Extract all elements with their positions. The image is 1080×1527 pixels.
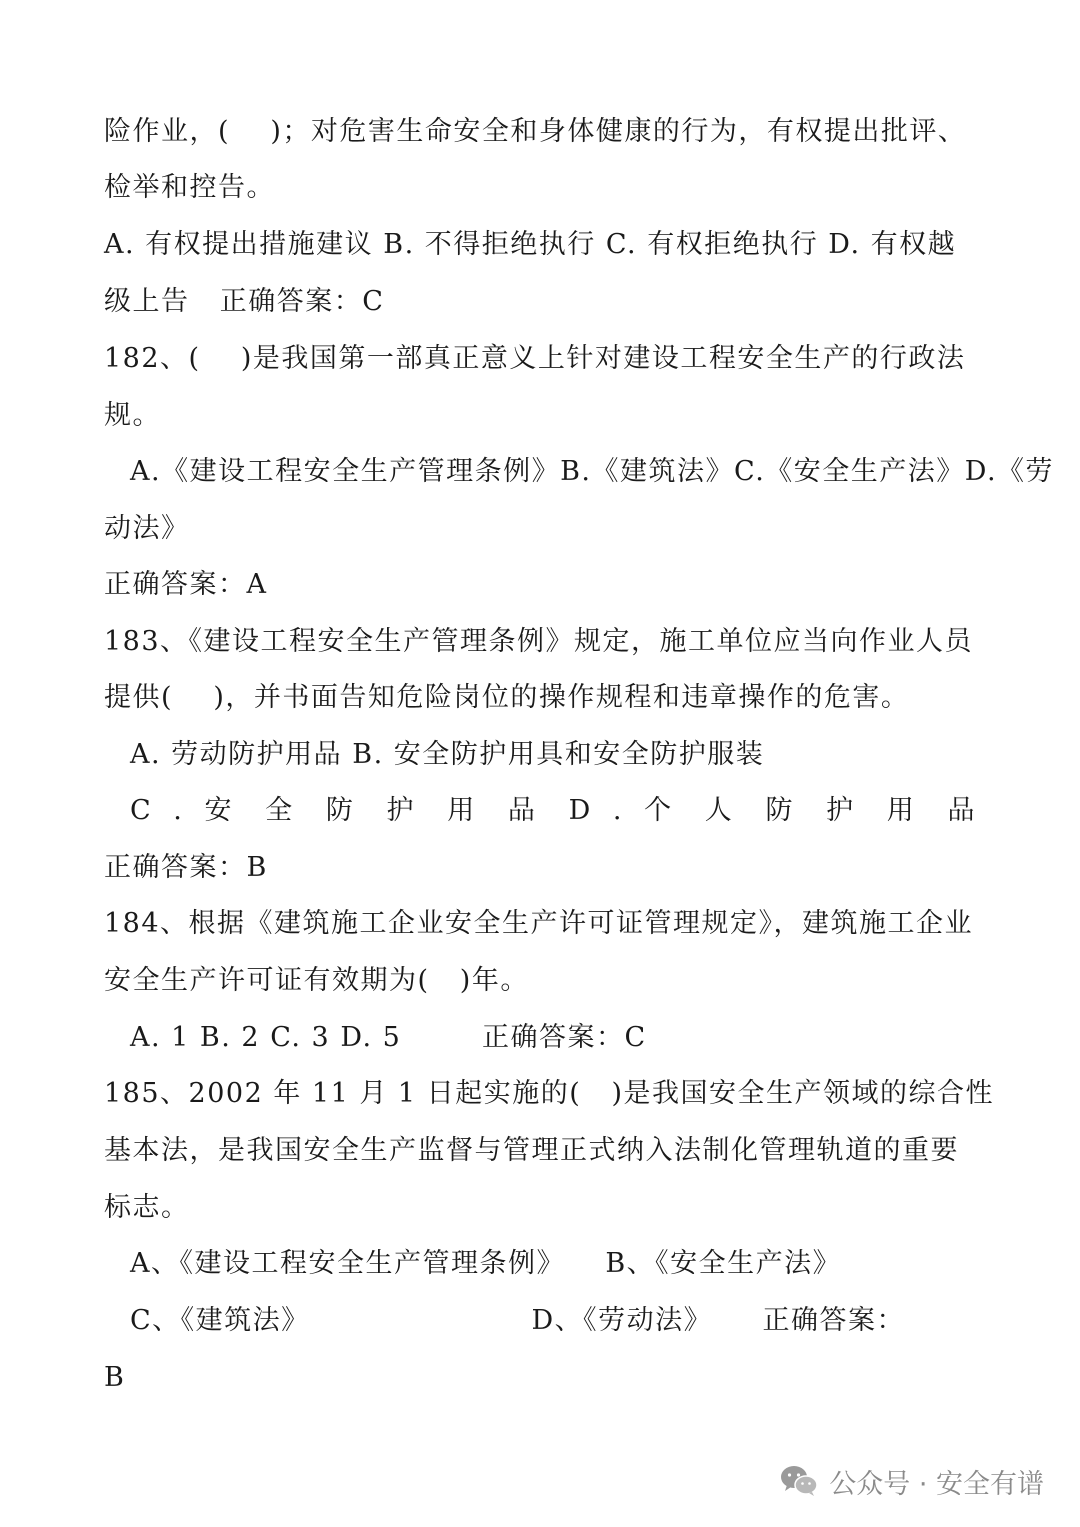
text-line: 动法》 <box>104 513 190 544</box>
text-line: 安全生产许可证有效期为( )年。 <box>104 965 529 996</box>
question-184: 184、根据《建筑施工企业安全生产许可证管理规定》，建筑施工企业 <box>104 908 974 939</box>
options-line: A. 劳动防护用品 B. 安全防护用具和安全防护服装 <box>130 739 765 770</box>
question-183: 183、《建设工程安全生产管理条例》规定，施工单位应当向作业人员 <box>104 626 974 657</box>
wechat-icon <box>779 1464 819 1498</box>
answer-line: B <box>104 1362 126 1393</box>
options-line: A、《建设工程安全生产管理条例》 B、《安全生产法》 <box>130 1248 842 1279</box>
question-182: 182、( )是我国第一部真正意义上针对建设工程安全生产的行政法 <box>104 343 966 374</box>
question-185: 185、2002 年 11 月 1 日起实施的( )是我国安全生产领域的综合性 <box>104 1078 995 1109</box>
options-line: A.《建设工程安全生产管理条例》B.《建筑法》C.《安全生产法》D.《劳 <box>130 456 1055 487</box>
options-line: A. 1 B. 2 C. 3 D. 5 正确答案：C <box>130 1022 647 1053</box>
text-line: 检举和控告。 <box>104 172 275 203</box>
text-line: 基本法，是我国安全生产监督与管理正式纳入法制化管理轨道的重要 <box>104 1135 959 1166</box>
text-line: 险作业，( )；对危害生命安全和身体健康的行为，有权提出批评、 <box>104 116 967 147</box>
text-line: 标志。 <box>104 1192 190 1223</box>
text-line: 规。 <box>104 400 161 431</box>
text-line: 提供( )，并书面告知危险岗位的操作规程和违章操作的危害。 <box>104 682 910 713</box>
options-line: C、《建筑法》 D、《劳动法》 正确答案： <box>130 1305 906 1336</box>
answer-line: 正确答案：B <box>104 852 268 883</box>
watermark <box>779 1461 1044 1501</box>
options-line: C . 安 全 防 护 用 品 D . 个 人 防 护 用 品 <box>130 795 976 826</box>
text-line: 级上告 正确答案：C <box>104 286 385 317</box>
watermark-text: 公众号 · 安全有谱 <box>829 1468 1044 1500</box>
text-line: A. 有权提出措施建议 B. 不得拒绝执行 C. 有权拒绝执行 D. 有权越 <box>104 229 957 260</box>
answer-line: 正确答案：A <box>104 569 268 600</box>
